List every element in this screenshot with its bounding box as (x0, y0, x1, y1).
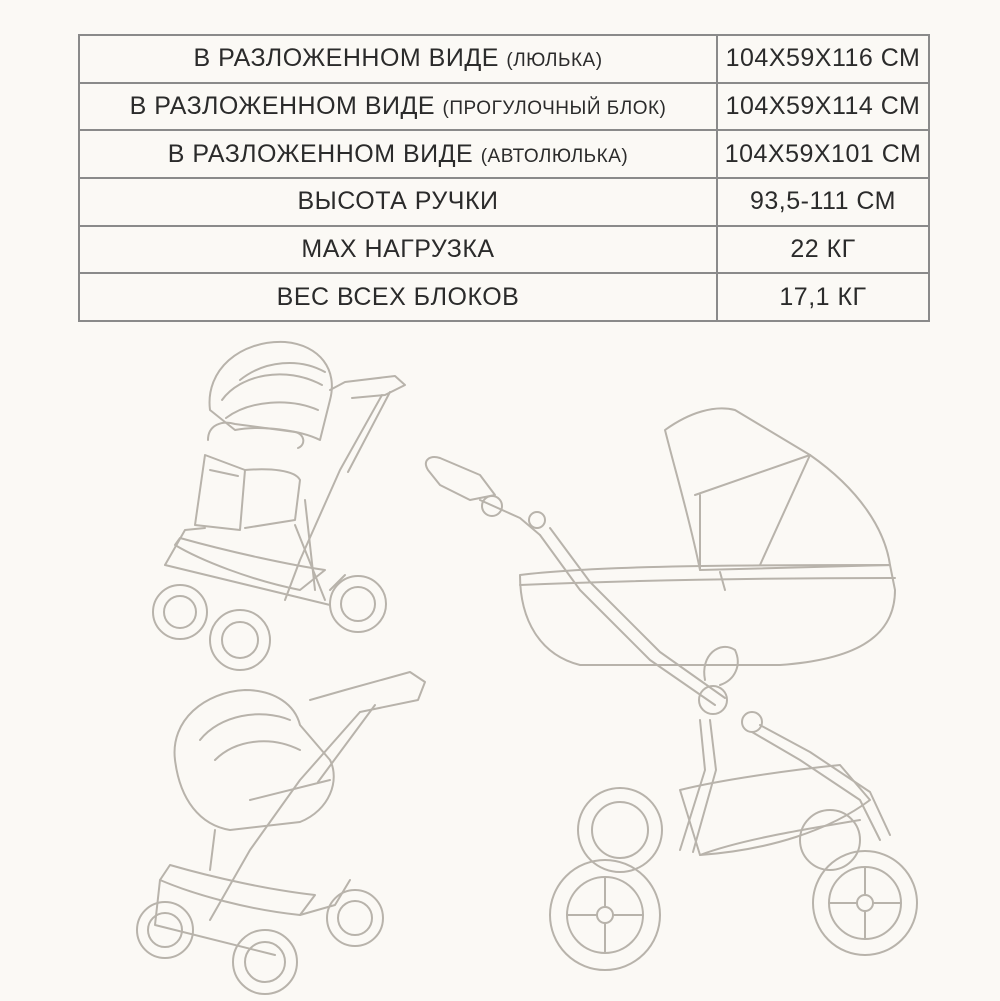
spec-value: 93,5-111 СМ (717, 178, 929, 226)
stroller-car-seat-illustration (137, 672, 425, 994)
spec-label-main: В РАЗЛОЖЕННОМ ВИДЕ (193, 44, 499, 73)
spec-label-main: MAX НАГРУЗКА (301, 234, 495, 263)
spec-label-main: ВЫСОТА РУЧКИ (297, 187, 499, 216)
spec-value: 17,1 КГ (717, 273, 929, 321)
spec-label-main: ВЕС ВСЕХ БЛОКОВ (276, 282, 520, 311)
spec-value: 104Х59Х101 СМ (717, 130, 929, 178)
spec-value: 104Х59Х116 СМ (717, 35, 929, 83)
spec-label-note: (ПРОГУЛОЧНЫЙ БЛОК) (442, 97, 667, 119)
spec-label-note: (АВТОЛЮЛЬКА) (480, 145, 629, 167)
stroller-seat-unit-illustration (153, 342, 405, 670)
stroller-carrycot-illustration (426, 408, 917, 970)
spec-value: 104Х59Х114 СМ (717, 83, 929, 131)
spec-label-main: В РАЗЛОЖЕННОМ ВИДЕ (129, 91, 436, 120)
spec-value: 22 КГ (717, 226, 929, 274)
spec-label-note: (ЛЮЛЬКА) (506, 50, 603, 72)
spec-label-main: В РАЗЛОЖЕННОМ ВИДЕ (167, 139, 474, 168)
